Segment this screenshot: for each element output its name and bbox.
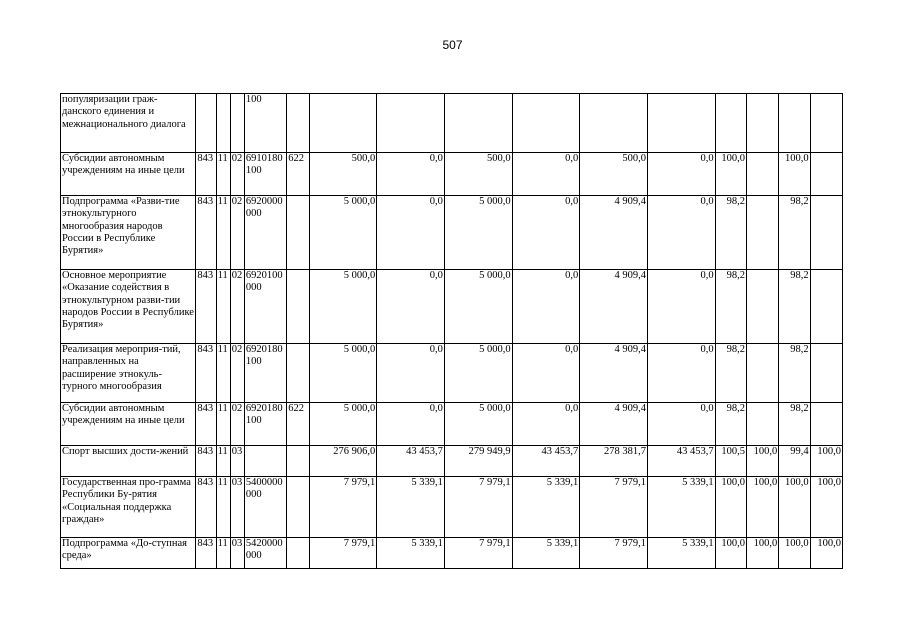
row-name: популяризации граж-данского единения и межнационального диалога	[61, 94, 196, 153]
value-cell: 0,0	[377, 196, 445, 270]
value-cell: 278 381,7	[580, 446, 648, 477]
value-cell: 5 339,1	[647, 477, 715, 538]
value-cell: 0,0	[512, 344, 580, 403]
section-code: 11	[216, 477, 230, 538]
percent-cell	[810, 270, 842, 344]
percent-cell: 98,2	[715, 270, 746, 344]
value-cell: 500,0	[580, 153, 648, 196]
ministry-code: 843	[196, 477, 216, 538]
value-cell: 7 979,1	[580, 477, 648, 538]
percent-cell: 100,0	[746, 446, 778, 477]
page-number: 507	[442, 38, 463, 52]
section-code: 11	[216, 446, 230, 477]
percent-cell	[810, 403, 842, 446]
section-code: 11	[216, 403, 230, 446]
value-cell: 5 339,1	[512, 477, 580, 538]
row-name: Спорт высших дости-жений	[61, 446, 196, 477]
table-row	[61, 446, 843, 477]
ministry-code: 843	[196, 446, 216, 477]
percent-cell: 99,4	[779, 446, 810, 477]
section-code	[216, 94, 230, 153]
expense-type-code	[287, 94, 309, 153]
expense-type-code	[287, 270, 309, 344]
value-cell	[309, 94, 377, 153]
row-name: Реализация мероприя-тий, направленных на расширение этнокуль-турного многообразия	[61, 344, 196, 403]
percent-cell: 100,0	[746, 538, 778, 569]
subsection-code: 02	[230, 344, 244, 403]
table-row	[61, 94, 843, 153]
target-article-code: 5420000 000	[244, 538, 286, 569]
value-cell: 0,0	[512, 270, 580, 344]
value-cell: 0,0	[377, 153, 445, 196]
value-cell: 5 000,0	[309, 270, 377, 344]
percent-cell: 98,2	[715, 196, 746, 270]
section-code: 11	[216, 153, 230, 196]
percent-cell: 98,2	[715, 403, 746, 446]
expense-type-code	[287, 477, 309, 538]
value-cell: 7 979,1	[580, 538, 648, 569]
target-article-code: 5400000 000	[244, 477, 286, 538]
row-name: Государственная про-грамма Республики Бу-рятия «Социальная поддержка граждан»	[61, 477, 196, 538]
percent-cell: 98,2	[779, 403, 810, 446]
value-cell: 5 000,0	[309, 344, 377, 403]
percent-cell	[746, 403, 778, 446]
value-cell: 5 000,0	[444, 270, 512, 344]
ministry-code: 843	[196, 153, 216, 196]
percent-cell	[715, 94, 746, 153]
value-cell: 43 453,7	[512, 446, 580, 477]
percent-cell: 100,0	[810, 446, 842, 477]
table-row	[61, 270, 843, 344]
ministry-code	[196, 94, 216, 153]
target-article-code: 6910180 100	[244, 153, 286, 196]
value-cell: 5 339,1	[647, 538, 715, 569]
value-cell: 0,0	[512, 196, 580, 270]
table-row	[61, 196, 843, 270]
percent-cell: 100,0	[746, 477, 778, 538]
percent-cell	[810, 153, 842, 196]
percent-cell: 100,0	[810, 538, 842, 569]
value-cell: 4 909,4	[580, 270, 648, 344]
table-row	[61, 344, 843, 403]
value-cell: 7 979,1	[309, 477, 377, 538]
value-cell: 0,0	[512, 153, 580, 196]
value-cell: 5 339,1	[512, 538, 580, 569]
value-cell	[377, 94, 445, 153]
subsection-code: 03	[230, 538, 244, 569]
value-cell: 5 000,0	[444, 196, 512, 270]
value-cell: 0,0	[377, 403, 445, 446]
table-row	[61, 153, 843, 196]
value-cell: 0,0	[647, 344, 715, 403]
table-row	[61, 403, 843, 446]
value-cell	[444, 94, 512, 153]
percent-cell	[746, 196, 778, 270]
value-cell	[580, 94, 648, 153]
expense-type-code: 622	[287, 403, 309, 446]
value-cell: 0,0	[647, 270, 715, 344]
percent-cell: 98,2	[779, 270, 810, 344]
ministry-code: 843	[196, 403, 216, 446]
section-code: 11	[216, 196, 230, 270]
expense-type-code	[287, 446, 309, 477]
section-code: 11	[216, 344, 230, 403]
percent-cell: 100,0	[715, 538, 746, 569]
value-cell: 500,0	[444, 153, 512, 196]
target-article-code: 6920000 000	[244, 196, 286, 270]
table-row	[61, 538, 843, 569]
ministry-code: 843	[196, 270, 216, 344]
subsection-code: 02	[230, 153, 244, 196]
value-cell: 0,0	[512, 403, 580, 446]
value-cell: 0,0	[647, 403, 715, 446]
value-cell: 4 909,4	[580, 403, 648, 446]
value-cell: 500,0	[309, 153, 377, 196]
value-cell: 5 339,1	[377, 477, 445, 538]
percent-cell: 100,0	[779, 538, 810, 569]
value-cell: 5 339,1	[377, 538, 445, 569]
row-name: Подпрограмма «Разви-тие этнокультурного многообразия народов России в Республике Бурятия»	[61, 196, 196, 270]
percent-cell: 100,0	[779, 477, 810, 538]
expense-type-code: 622	[287, 153, 309, 196]
value-cell: 276 906,0	[309, 446, 377, 477]
value-cell: 5 000,0	[309, 403, 377, 446]
row-name: Субсидии автономным учреждениям на иные цели	[61, 403, 196, 446]
table-row	[61, 477, 843, 538]
budget-table-body	[61, 94, 843, 569]
value-cell	[512, 94, 580, 153]
subsection-code: 02	[230, 270, 244, 344]
value-cell: 7 979,1	[444, 538, 512, 569]
ministry-code: 843	[196, 344, 216, 403]
row-name: Подпрограмма «До-ступная среда»	[61, 538, 196, 569]
target-article-code	[244, 446, 286, 477]
value-cell: 0,0	[647, 153, 715, 196]
percent-cell: 100,5	[715, 446, 746, 477]
value-cell: 4 909,4	[580, 196, 648, 270]
value-cell: 43 453,7	[647, 446, 715, 477]
ministry-code: 843	[196, 196, 216, 270]
subsection-code	[230, 94, 244, 153]
row-name: Субсидии автономным учреждениям на иные цели	[61, 153, 196, 196]
subsection-code: 03	[230, 477, 244, 538]
percent-cell	[779, 94, 810, 153]
percent-cell: 100,0	[715, 153, 746, 196]
value-cell: 279 949,9	[444, 446, 512, 477]
percent-cell: 98,2	[779, 344, 810, 403]
target-article-code: 100	[244, 94, 286, 153]
value-cell: 7 979,1	[309, 538, 377, 569]
percent-cell	[746, 344, 778, 403]
subsection-code: 02	[230, 196, 244, 270]
budget-table	[60, 93, 843, 569]
section-code: 11	[216, 270, 230, 344]
value-cell	[647, 94, 715, 153]
value-cell: 7 979,1	[444, 477, 512, 538]
percent-cell: 100,0	[715, 477, 746, 538]
section-code: 11	[216, 538, 230, 569]
ministry-code: 843	[196, 538, 216, 569]
percent-cell: 98,2	[779, 196, 810, 270]
percent-cell: 100,0	[810, 477, 842, 538]
expense-type-code	[287, 344, 309, 403]
subsection-code: 02	[230, 403, 244, 446]
expense-type-code	[287, 538, 309, 569]
value-cell: 5 000,0	[444, 344, 512, 403]
percent-cell: 100,0	[779, 153, 810, 196]
percent-cell	[810, 94, 842, 153]
percent-cell	[746, 153, 778, 196]
percent-cell	[810, 196, 842, 270]
target-article-code: 6920100 000	[244, 270, 286, 344]
value-cell: 0,0	[377, 344, 445, 403]
value-cell: 0,0	[647, 196, 715, 270]
percent-cell	[746, 270, 778, 344]
percent-cell: 98,2	[715, 344, 746, 403]
value-cell: 43 453,7	[377, 446, 445, 477]
target-article-code: 6920180 100	[244, 344, 286, 403]
subsection-code: 03	[230, 446, 244, 477]
value-cell: 5 000,0	[309, 196, 377, 270]
value-cell: 4 909,4	[580, 344, 648, 403]
value-cell: 0,0	[377, 270, 445, 344]
value-cell: 5 000,0	[444, 403, 512, 446]
target-article-code: 6920180 100	[244, 403, 286, 446]
row-name: Основное мероприятие «Оказание содействия в этнокультурном разви-тии народов России в Республике Бурятия»	[61, 270, 196, 344]
expense-type-code	[287, 196, 309, 270]
percent-cell	[810, 344, 842, 403]
percent-cell	[746, 94, 778, 153]
